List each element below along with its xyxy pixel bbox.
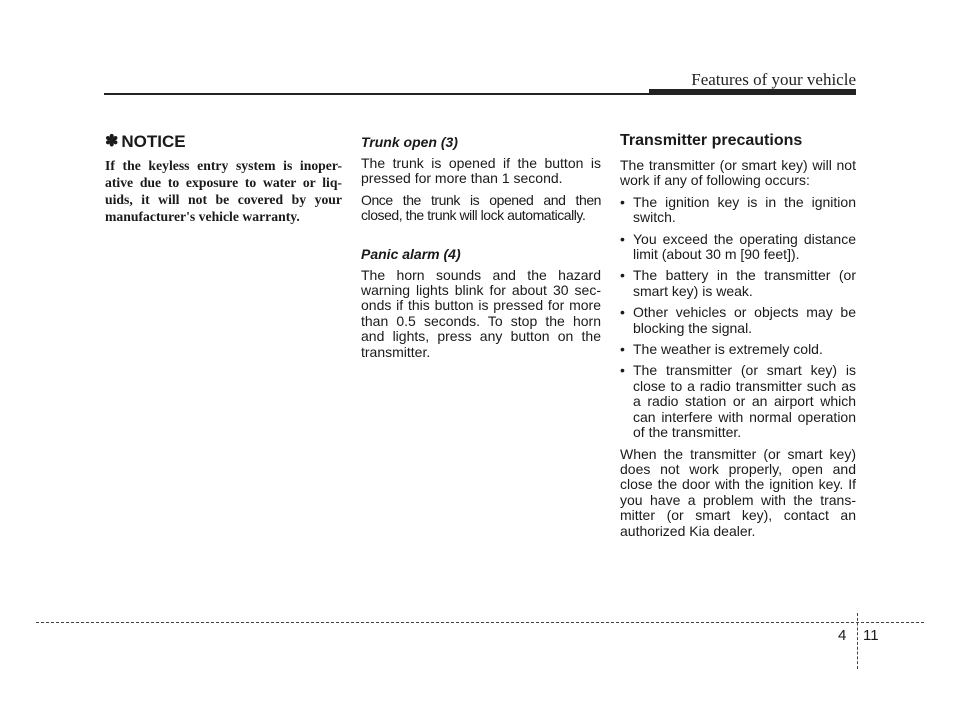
header-accent-bar bbox=[649, 89, 856, 95]
list-item: • The battery in the transmitter (or smart key) is weak. bbox=[620, 267, 856, 299]
list-item: • The ignition key is in the ignition switch. bbox=[620, 193, 856, 226]
footer-dashed-rule bbox=[36, 622, 924, 623]
notice-column bbox=[105, 128, 342, 225]
precautions-title: Transmitter precautions bbox=[620, 132, 803, 149]
footer-page-divider bbox=[857, 613, 858, 669]
list-item: • You exceed the operating distance limit (about 30 m [90 feet]). bbox=[620, 230, 856, 263]
trunk-lock-paragraph: Once the trunk is opened and then closed, the trunk will lock automatically. bbox=[361, 191, 601, 224]
trunk-open-paragraph: The trunk is opened if the button is pressed for more than 1 second. bbox=[361, 155, 601, 187]
list-item: • Other vehicles or objects may be blocking the signal. bbox=[620, 304, 856, 336]
precautions-closing: When the transmitter (or smart key) does not work properly, open and close the door with the ignition key. If you have a problem with the trans-mitter (or smart key), contact an authorized Kia dealer. bbox=[620, 445, 856, 539]
cross-star-icon: ✽ bbox=[105, 133, 119, 150]
page-number: 11 bbox=[863, 627, 879, 644]
precautions-list bbox=[620, 195, 856, 441]
panic-alarm-heading: Panic alarm (4) bbox=[361, 245, 461, 262]
notice-heading bbox=[105, 132, 342, 152]
trunk-open-heading: Trunk open (3) bbox=[361, 134, 458, 150]
list-item: • The weather is extremely cold. bbox=[620, 341, 823, 358]
notice-title: NOTICE bbox=[121, 132, 186, 151]
panic-alarm-paragraph: The horn sounds and the hazard warning lights blink for about 30 sec-onds if this button is pressed for more than 0.5 seconds. To stop the horn and lights, press any button on the transmitter. bbox=[361, 266, 601, 360]
page-header-title: Features of your vehicle bbox=[691, 70, 856, 89]
precautions-column bbox=[620, 128, 856, 545]
chapter-number: 4 bbox=[838, 627, 847, 644]
notice-body: If the keyless entry system is inoper-ative due to exposure to water or liq-uids, it will not be covered by your manufacturer's vehicle warranty. bbox=[105, 158, 342, 224]
list-item: • The transmitter (or smart key) is close to a radio transmitter such as a radio station or an airport which can interfere with normal operation of the transmitter. bbox=[620, 362, 856, 441]
precautions-intro: The transmitter (or smart key) will not work if any of following occurs: bbox=[620, 157, 856, 189]
buttons-column bbox=[361, 128, 601, 366]
